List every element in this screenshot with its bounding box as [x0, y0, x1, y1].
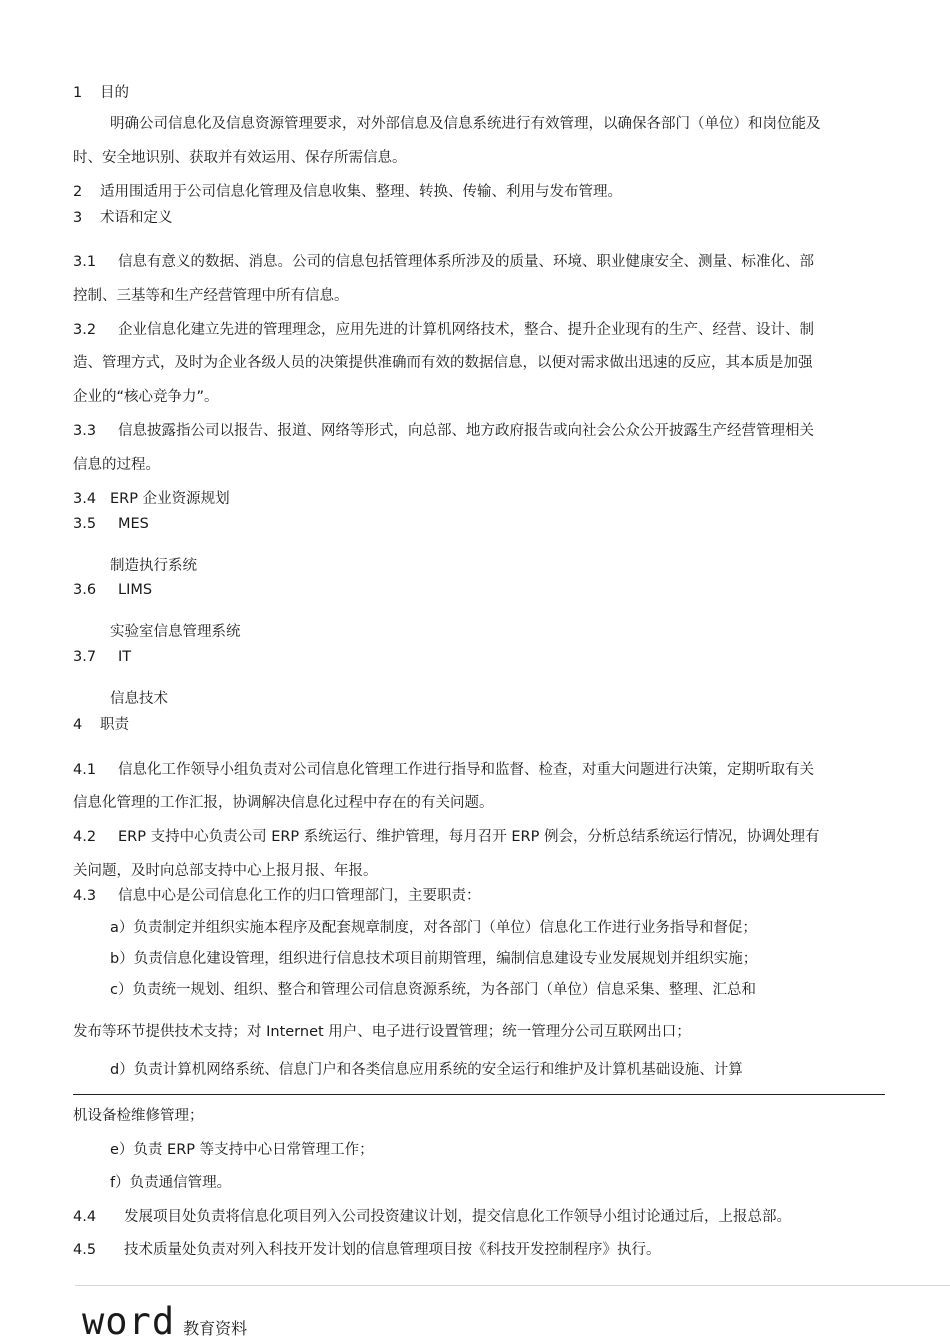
footer-caption: 教育资料 [183, 1319, 248, 1338]
paragraph-line: 信息的过程。 [73, 457, 160, 473]
footer-divider [75, 1285, 950, 1286]
definition-text: 信息技术 [110, 691, 168, 707]
clause-number: 4.5 [73, 1242, 97, 1258]
list-item: f）负责通信管理。 [110, 1175, 232, 1191]
section-text: 适用围适用于公司信息化管理及信息收集、整理、转换、传输、利用与发布管理。 [100, 184, 622, 200]
section-title: 术语和定义 [100, 210, 173, 226]
clause-text: LIMS [118, 582, 153, 598]
section-title: 职责 [100, 717, 129, 733]
clause-3-2 [73, 320, 814, 340]
clause-text: 信息披露指公司以报告、报道、网络等形式，向总部、地方政府报告或向社会公众公开披露生产经营管理相关 [118, 423, 814, 439]
clause-3-3 [73, 421, 814, 441]
clause-text: ERP 企业资源规划 [110, 491, 230, 507]
clause-text: 信息中心是公司信息化工作的归口管理部门，主要职责： [118, 888, 481, 904]
clause-3-1 [73, 252, 814, 272]
list-item: d）负责计算机网络系统、信息门户和各类信息应用系统的安全运行和维护及计算机基础设施、计算 [110, 1062, 743, 1078]
section-number: 3 [73, 210, 83, 226]
list-item: b）负责信息化建设管理，组织进行信息技术项目前期管理，编制信息建设专业发展规划并组织实施； [110, 951, 758, 967]
clause-4-1 [73, 760, 814, 780]
clause-number: 3.3 [73, 423, 97, 439]
section-number: 1 [73, 85, 83, 101]
clause-number: 4.2 [73, 829, 97, 845]
section-title: 目的 [100, 85, 129, 101]
clause-4-5 [73, 1240, 661, 1260]
list-item: c）负责统一规划、组织、整合和管理公司信息资源系统，为各部门（单位）信息采集、整理、汇总和 [110, 982, 756, 998]
definition-text: 实验室信息管理系统 [110, 624, 241, 640]
section-2-heading [73, 182, 622, 202]
clause-text: 信息化工作领导小组负责对公司信息化管理工作进行指导和监督、检查，对重大问题进行决策，定期听取有关 [118, 762, 814, 778]
paragraph-line: 企业的“核心竞争力”。 [73, 389, 219, 405]
footer [82, 1300, 247, 1343]
clause-text: IT [118, 649, 132, 665]
section-4-heading [73, 715, 129, 735]
clause-number: 4.3 [73, 888, 97, 904]
section-number: 4 [73, 717, 83, 733]
paragraph-line: 造、管理方式，及时为企业各级人员的决策提供准确而有效的数据信息，以便对需求做出迅速的反应，其本质是加强 [73, 355, 813, 371]
clause-number: 3.4 [73, 491, 97, 507]
clause-number: 3.1 [73, 254, 97, 270]
section-1-heading [73, 83, 129, 103]
clause-text: 企业信息化建立先进的管理理念，应用先进的计算机网络技术，整合、提升企业现有的生产、经营、设计、制 [118, 322, 814, 338]
clause-3-6 [73, 580, 152, 600]
section-number: 2 [73, 184, 83, 200]
clause-number: 3.7 [73, 649, 97, 665]
list-item: e）负责 ERP 等支持中心日常管理工作； [110, 1142, 374, 1158]
clause-number: 4.1 [73, 762, 97, 778]
paragraph-line: 机设备检维修管理； [73, 1108, 204, 1124]
clause-text: 信息有意义的数据、消息。公司的信息包括管理体系所涉及的质量、环境、职业健康安全、测量、标准化、部 [118, 254, 814, 270]
clause-4-3 [73, 886, 481, 906]
clause-number: 3.5 [73, 516, 97, 532]
clause-3-7 [73, 647, 131, 667]
clause-4-2 [73, 827, 819, 847]
paragraph-line: 发布等环节提供技术支持；对 Internet 用户、电子进行设置管理；统一管理分公司互联网出口； [73, 1024, 691, 1040]
page-divider [73, 1094, 885, 1095]
clause-3-4 [73, 489, 230, 509]
clause-number: 4.4 [73, 1209, 97, 1225]
clause-number: 3.6 [73, 582, 97, 598]
clause-number: 3.2 [73, 322, 97, 338]
definition-text: 制造执行系统 [110, 558, 197, 574]
list-item: a）负责制定并组织实施本程序及配套规章制度，对各部门（单位）信息化工作进行业务指导和督促； [110, 920, 757, 936]
paragraph-line: 时、安全地识别、获取并有效运用、保存所需信息。 [73, 150, 407, 166]
clause-text: MES [118, 516, 149, 532]
clause-4-4 [73, 1207, 791, 1227]
paragraph-line: 关问题，及时向总部支持中心上报月报、年报。 [73, 863, 378, 879]
paragraph-line: 明确公司信息化及信息资源管理要求，对外部信息及信息系统进行有效管理，以确保各部门（单位）和岗位能及 [110, 116, 821, 132]
clause-text: ERP 支持中心负责公司 ERP 系统运行、维护管理，每月召开 ERP 例会，分析总结系统运行情况，协调处理有 [118, 829, 820, 845]
clause-text: 发展项目处负责将信息化项目列入公司投资建议计划，提交信息化工作领导小组讨论通过后，上报总部。 [124, 1209, 791, 1225]
clause-3-5 [73, 514, 149, 534]
clause-text: 技术质量处负责对列入科技开发计划的信息管理项目按《科技开发控制程序》执行。 [124, 1242, 661, 1258]
footer-word-label: word [82, 1300, 176, 1343]
section-3-heading [73, 208, 173, 228]
paragraph-line: 控制、三基等和生产经营管理中所有信息。 [73, 288, 349, 304]
paragraph-line: 信息化管理的工作汇报，协调解决信息化过程中存在的有关问题。 [73, 795, 494, 811]
